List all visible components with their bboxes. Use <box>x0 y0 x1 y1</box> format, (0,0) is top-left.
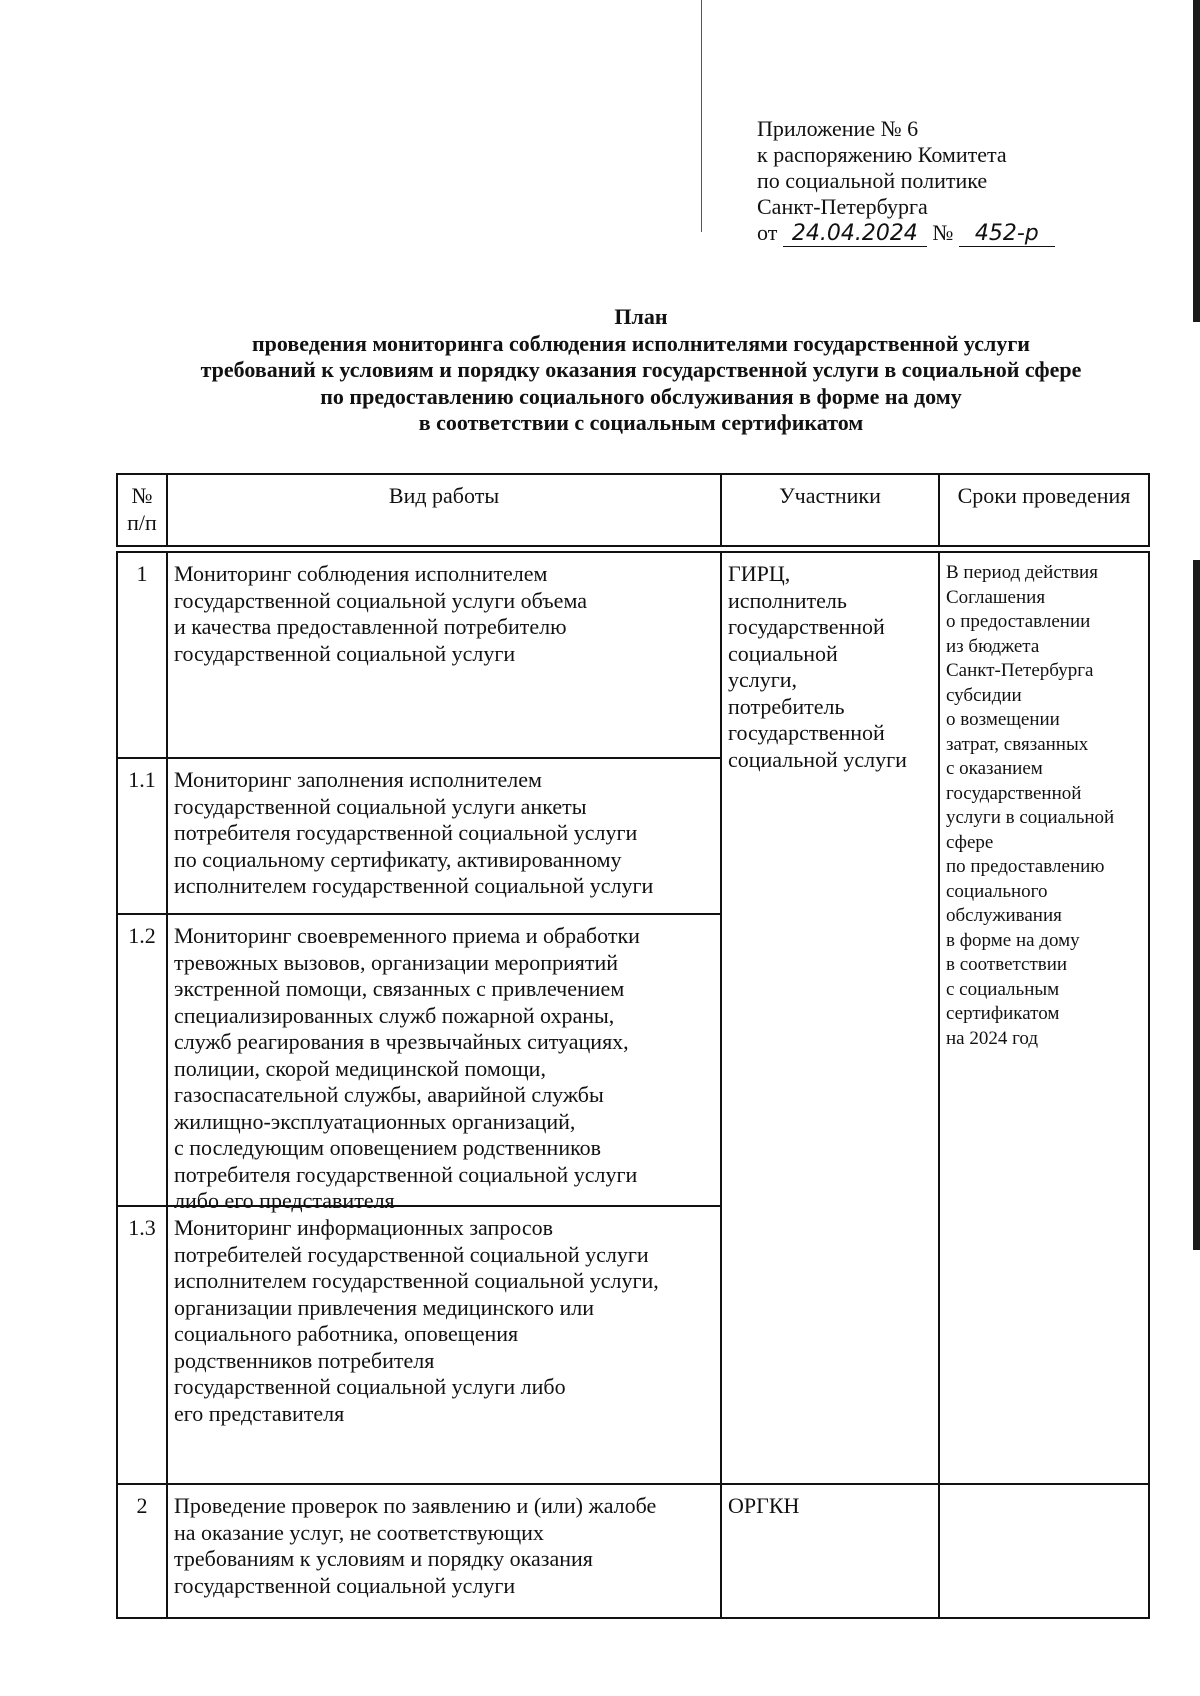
work-line: газоспасательной службы, аварийной службы <box>174 1082 604 1107</box>
title-line: требований к условиям и порядку оказания государственной услуги в социальной сфере <box>200 357 1082 382</box>
appendix-line: Приложение № 6 <box>757 116 919 141</box>
row-number-cell: 1.2 <box>116 913 168 1207</box>
deadline-line: услуги в социальной <box>946 807 1115 828</box>
work-line: полиции, скорой медицинской помощи, <box>174 1055 546 1081</box>
work-line: Мониторинг информационных запросов <box>174 1215 553 1240</box>
deadline-line: Санкт-Петербурга <box>946 660 1094 681</box>
scan-edge-mark <box>1193 560 1200 1250</box>
participants-cell: ОРГКН <box>720 1483 940 1619</box>
deadline-cell <box>938 551 1150 1485</box>
deadline-line: В период действия <box>946 562 1098 583</box>
work-line: государственной социальной услуги <box>174 1572 516 1598</box>
title-line: План <box>614 304 668 329</box>
header-number <box>116 473 168 547</box>
work-cell <box>166 551 722 759</box>
deadline-line: затрат, связанных <box>946 733 1089 755</box>
title-line: проведения мониторинга соблюдения исполнителями государственной услуги <box>251 330 1030 356</box>
appendix-date-line <box>757 220 1055 247</box>
deadline-line: сфере <box>946 831 994 853</box>
work-line: его представителя <box>174 1400 345 1426</box>
work-line: Проведение проверок по заявлению и (или) жалобе <box>174 1493 657 1518</box>
participants-cell <box>720 551 940 1485</box>
work-line: социального работника, оповещения <box>174 1321 519 1346</box>
participants-line: социальной <box>728 640 838 666</box>
work-line: исполнителем государственной социальной услуги <box>174 873 654 898</box>
work-line: и качества предоставленной потребителю <box>174 614 567 639</box>
deadline-line: социального <box>946 880 1048 902</box>
work-line: потребителя государственной социальной услуги <box>174 820 638 845</box>
work-line: служб реагирования в чрезвычайных ситуациях, <box>174 1029 629 1054</box>
title-line: в соответствии с социальным сертификатом <box>418 410 864 435</box>
deadline-line: на 2024 год <box>946 1027 1039 1049</box>
work-line: потребителей государственной социальной услуги <box>174 1241 649 1267</box>
deadline-line: из бюджета <box>946 635 1040 657</box>
work-line: государственной социальной услуги либо <box>174 1374 566 1399</box>
work-cell <box>166 1205 722 1485</box>
appendix-line: по социальной политике <box>757 168 988 193</box>
row-number-cell: 1.1 <box>116 757 168 915</box>
deadline-cell <box>938 1483 1150 1619</box>
work-line: Мониторинг заполнения исполнителем <box>174 767 542 792</box>
deadline-line: в соответствии <box>946 954 1068 975</box>
header-number-line: п/п <box>127 509 157 535</box>
participants-line: ГИРЦ, <box>728 561 791 586</box>
deadline-line: о предоставлении <box>946 611 1091 632</box>
number-prefix: № <box>932 220 954 245</box>
header-number-line: № <box>131 483 153 508</box>
participants-line: потребитель <box>728 693 845 719</box>
work-line: государственной социальной услуги <box>174 640 516 666</box>
appendix-line: к распоряжению Комитета <box>757 142 1007 167</box>
work-line: экстренной помощи, связанных с привлечением <box>174 976 625 1001</box>
work-line: специализированных служб пожарной охраны, <box>174 1002 615 1028</box>
work-line: по социальному сертификату, активированному <box>174 846 622 872</box>
fold-line <box>701 0 702 232</box>
row-number-cell: 1 <box>116 551 168 759</box>
header-deadlines: Сроки проведения <box>938 473 1150 547</box>
deadline-line: обслуживания <box>946 905 1062 926</box>
work-line: жилищно-эксплуатационных организаций, <box>174 1108 576 1134</box>
row-number-cell: 2 <box>116 1483 168 1619</box>
deadline-line: сертификатом <box>946 1003 1060 1024</box>
date-prefix: от <box>757 220 778 245</box>
handwritten-date: 24.04.2024 <box>783 222 927 247</box>
document-title <box>0 304 1200 437</box>
deadline-line: по предоставлению <box>946 856 1105 877</box>
scan-edge-mark <box>1193 0 1200 322</box>
work-line: тревожных вызовов, организации мероприятий <box>174 949 619 975</box>
work-line: родственников потребителя <box>174 1347 435 1373</box>
participants-line: государственной <box>728 614 885 639</box>
participants-line: услуги, <box>728 667 798 692</box>
participants-line: социальной услуги <box>728 746 907 772</box>
work-line: потребителя государственной социальной услуги <box>174 1161 638 1187</box>
deadline-line: с социальным <box>946 978 1060 1000</box>
deadline-line: с оказанием <box>946 758 1043 779</box>
work-line: Мониторинг соблюдения исполнителем <box>174 561 548 586</box>
participants-line: государственной <box>728 720 885 745</box>
work-line: Мониторинг своевременного приема и обработки <box>174 923 640 948</box>
deadline-line: государственной <box>946 782 1082 804</box>
work-line: исполнителем государственной социальной услуги, <box>174 1268 659 1293</box>
appendix-line: Санкт-Петербурга <box>757 194 928 219</box>
appendix-block <box>757 116 1055 247</box>
header-work-type: Вид работы <box>166 473 722 547</box>
work-line: государственной социальной услуги объема <box>174 587 587 613</box>
deadline-line: в форме на дому <box>946 929 1080 951</box>
work-cell <box>166 913 722 1213</box>
deadline-line: о возмещении <box>946 709 1060 730</box>
work-cell <box>166 1483 722 1619</box>
work-line: либо его представителя <box>174 1188 395 1213</box>
work-line: требованиям к условиям и порядку оказания <box>174 1546 593 1571</box>
work-line: с последующим оповещением родственников <box>174 1135 602 1160</box>
work-line: государственной социальной услуги анкеты <box>174 793 587 819</box>
title-line: по предоставлению социального обслуживания в форме на дому <box>320 383 962 409</box>
header-participants: Участники <box>720 473 940 547</box>
handwritten-number: 452-р <box>959 222 1055 247</box>
work-line: на оказание услуг, не соответствующих <box>174 1519 544 1545</box>
work-line: организации привлечения медицинского или <box>174 1294 594 1320</box>
deadline-line: Соглашения <box>946 586 1046 608</box>
participants-line: исполнитель <box>728 587 847 613</box>
row-number-cell: 1.3 <box>116 1205 168 1485</box>
deadline-line: субсидии <box>946 684 1022 706</box>
work-cell <box>166 757 722 915</box>
